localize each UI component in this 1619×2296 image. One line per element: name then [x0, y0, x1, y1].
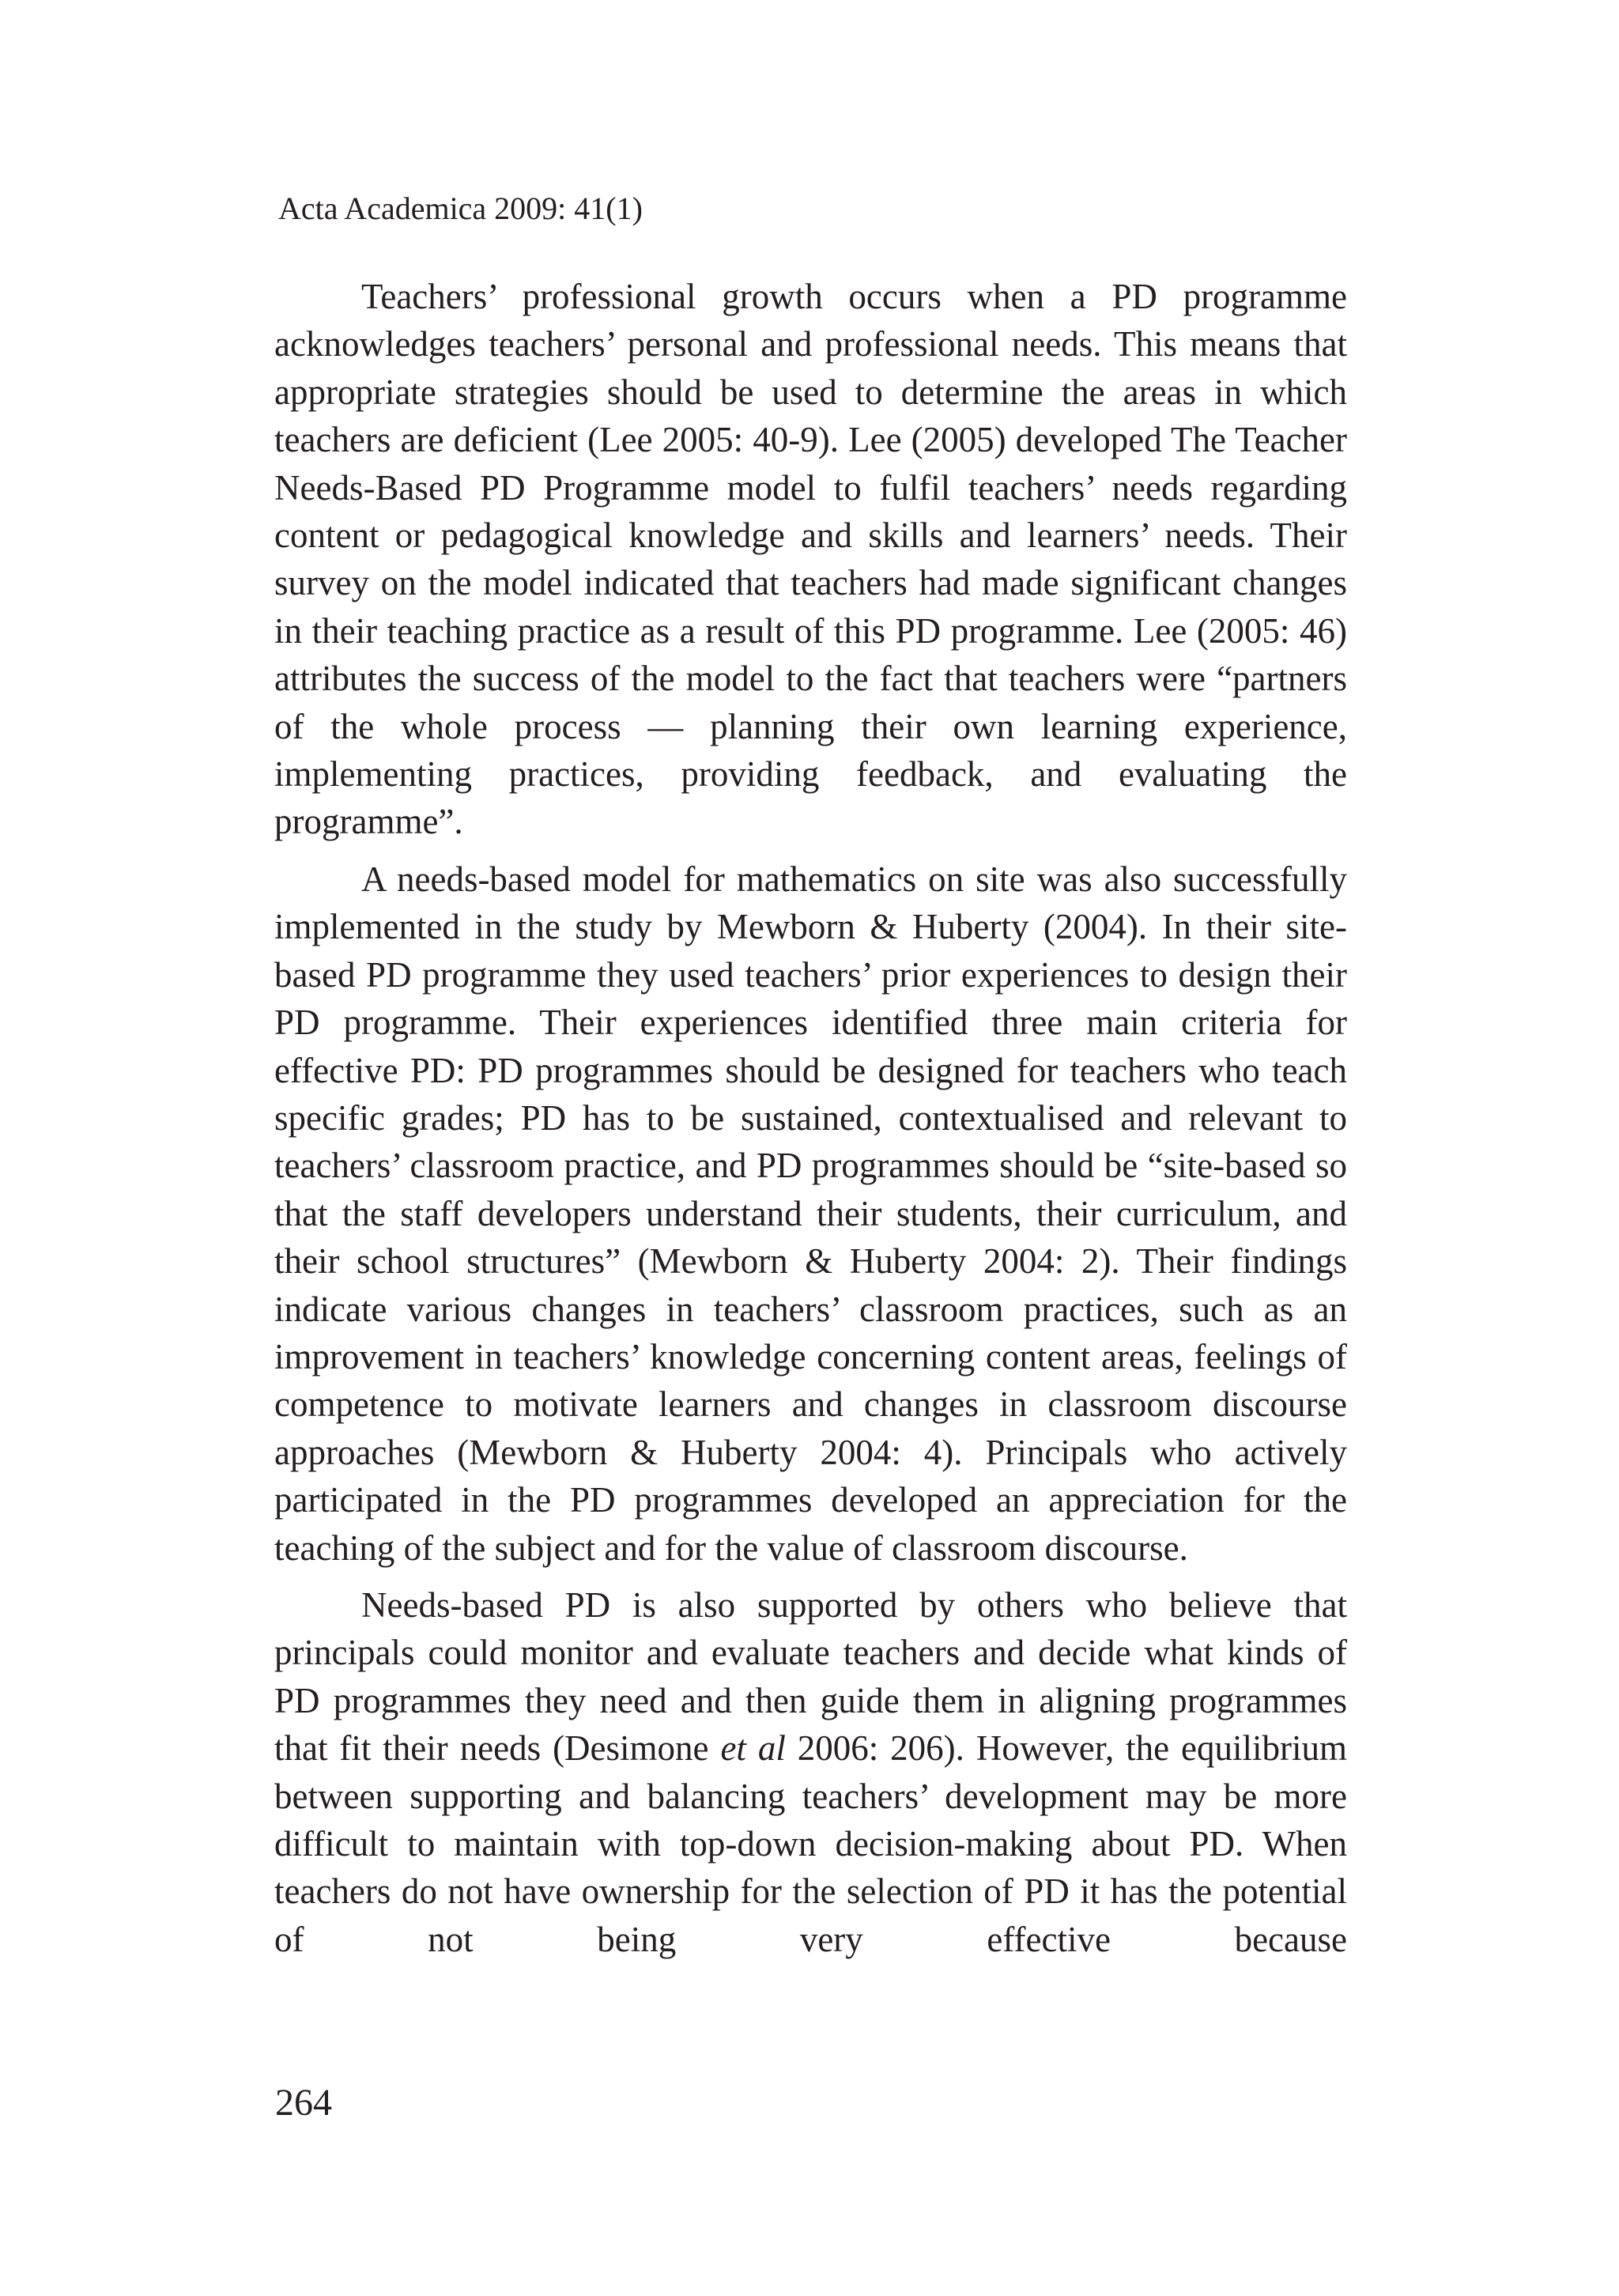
- paragraph-3: [274, 1581, 1347, 1963]
- paragraph-2: A needs-based model for mathematics on site was also successfully implemented in the study by Mewborn & Huberty (2004). In their site-based PD programme they used teachers’ prior experiences to design their PD programme. Their experiences identified three main criteria for effective PD: PD programmes should be designed for teachers who teach specific grades; PD has to be sustained, contextualised and relevant to teachers’ classroom practice, and PD programmes should be “site-based so that the staff developers understand their students, their curriculum, and their school structures” (Mewborn & Huberty 2004: 2). Their findings indicate various changes in teachers’ classroom practices, such as an improvement in teachers’ knowledge concerning content areas, feelings of competence to motivate learners and changes in classroom discourse approaches (Mewborn & Huberty 2004: 4). Principals who actively participated in the PD programmes developed an appreciation for the teaching of the subject and for the value of classroom discourse.: [274, 859, 1347, 1568]
- paragraph-3-text-a: Needs-based PD is also supported by others who believe that principals could monitor and evaluate teachers and decide what kinds of PD programmes they need and then guide them in aligning programmes that fit their needs (Desimone: [274, 1584, 1347, 1769]
- paragraph-3-text-b: 2006: 206). However, the equilibrium between supporting and balancing teachers’ development may be more difficult to maintain with top-down decision-making about PD. When teachers do not have ownership for the selection of PD it has the potential of not being very effective because: [274, 1728, 1347, 1959]
- body-text: [274, 273, 1347, 1973]
- paragraph-1: Teachers’ professional growth occurs when a PD programme acknowledges teachers’ personal and professional needs. This means that appropriate strategies should be used to determine the areas in which teachers are deficient (Lee 2005: 40-9). Lee (2005) developed The Teacher Needs-Based PD Programme model to fulfil teachers’ needs regarding content or pedagogical knowledge and skills and learners’ needs. Their survey on the model indicated that teachers had made significant changes in their teaching practice as a result of this PD programme. Lee (2005: 46) attributes the success of the model to the fact that teachers were “partners of the whole process — planning their own learning experience, implementing practices, providing feedback, and evaluating the programme”.: [274, 277, 1347, 842]
- running-head: Acta Academica 2009: 41(1): [278, 191, 643, 226]
- page-number: 264: [275, 2082, 332, 2124]
- paragraph-3-italic-et-al: et al: [720, 1728, 786, 1769]
